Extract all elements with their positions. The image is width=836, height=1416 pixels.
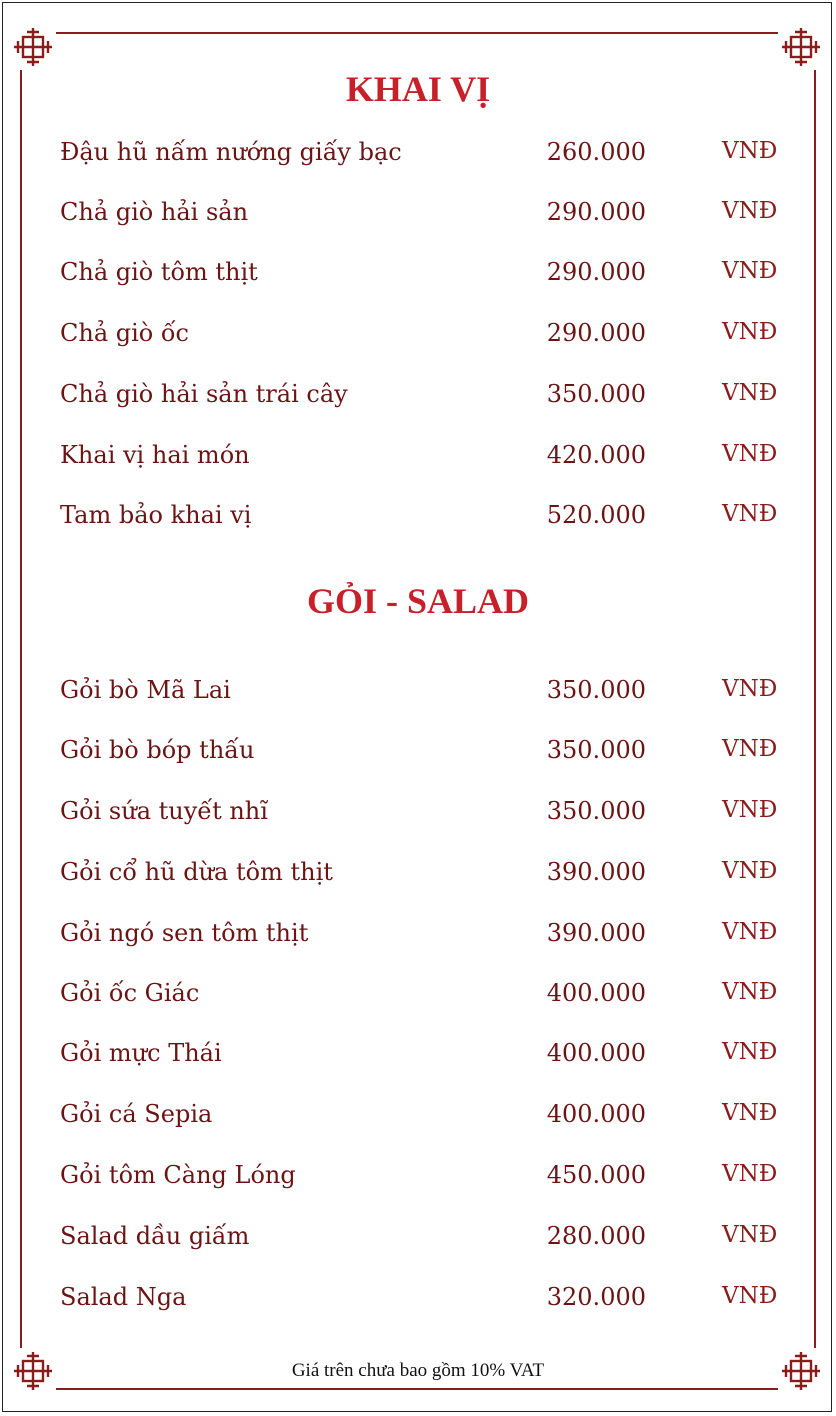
item-price: 290.000 [546, 319, 646, 347]
item-name: Chả giò tôm thịt [60, 258, 258, 286]
item-price: 450.000 [546, 1161, 646, 1189]
menu-item [0, 441, 836, 481]
menu-item [0, 258, 836, 298]
menu-item [0, 676, 836, 716]
menu-item [0, 380, 836, 420]
item-price: 390.000 [546, 919, 646, 947]
item-price: 400.000 [546, 1039, 646, 1067]
item-currency: VNĐ [722, 441, 778, 467]
item-currency: VNĐ [722, 258, 778, 284]
item-name: Tam bảo khai vị [60, 501, 252, 529]
item-name: Gỏi cá Sepia [60, 1100, 213, 1128]
menu-item [0, 1039, 836, 1079]
menu-item [0, 919, 836, 959]
item-price: 400.000 [546, 979, 646, 1007]
item-name: Khai vị hai món [60, 441, 250, 469]
menu-item [0, 858, 836, 898]
item-price: 350.000 [546, 676, 646, 704]
item-currency: VNĐ [722, 198, 778, 224]
item-price: 320.000 [546, 1283, 646, 1311]
item-name: Chả giò hải sản [60, 198, 249, 226]
item-name: Salad Nga [60, 1283, 187, 1311]
menu-item [0, 1100, 836, 1140]
item-price: 400.000 [546, 1100, 646, 1128]
item-name: Gỏi bò bóp thấu [60, 736, 255, 764]
menu-item [0, 736, 836, 776]
item-currency: VNĐ [722, 858, 778, 884]
item-name: Salad dầu giấm [60, 1222, 250, 1250]
menu-item [0, 501, 836, 541]
item-currency: VNĐ [722, 319, 778, 345]
item-price: 350.000 [546, 736, 646, 764]
item-currency: VNĐ [722, 797, 778, 823]
menu-item [0, 138, 836, 178]
menu-item [0, 198, 836, 238]
menu-item [0, 797, 836, 837]
menu-item [0, 319, 836, 359]
corner-ornament-icon [778, 24, 824, 70]
item-currency: VNĐ [722, 736, 778, 762]
item-name: Chả giò ốc [60, 319, 189, 347]
section-title-khai-vi: KHAI VỊ [345, 69, 491, 109]
item-price: 350.000 [546, 380, 646, 408]
menu-item [0, 1222, 836, 1262]
item-currency: VNĐ [722, 380, 778, 406]
item-name: Gỏi bò Mã Lai [60, 676, 231, 704]
item-currency: VNĐ [722, 1039, 778, 1065]
section-title-goi-salad: GỎI - SALAD [306, 581, 530, 621]
item-name: Gỏi ngó sen tôm thịt [60, 919, 309, 947]
item-name: Gỏi cổ hũ dừa tôm thịt [60, 858, 333, 886]
item-currency: VNĐ [722, 1222, 778, 1248]
item-currency: VNĐ [722, 919, 778, 945]
item-name: Gỏi sứa tuyết nhĩ [60, 797, 268, 825]
item-name: Đậu hũ nấm nướng giấy bạc [60, 138, 402, 166]
item-price: 260.000 [546, 138, 646, 166]
item-name: Gỏi ốc Giác [60, 979, 200, 1007]
item-price: 390.000 [546, 858, 646, 886]
item-price: 290.000 [546, 258, 646, 286]
item-price: 350.000 [546, 797, 646, 825]
item-price: 290.000 [546, 198, 646, 226]
menu-item [0, 979, 836, 1019]
item-currency: VNĐ [722, 676, 778, 702]
item-currency: VNĐ [722, 979, 778, 1005]
item-price: 420.000 [546, 441, 646, 469]
item-price: 280.000 [546, 1222, 646, 1250]
item-name: Chả giò hải sản trái cây [60, 380, 348, 408]
item-price: 520.000 [546, 501, 646, 529]
item-currency: VNĐ [722, 1161, 778, 1187]
item-currency: VNĐ [722, 138, 778, 164]
menu-item [0, 1283, 836, 1323]
item-currency: VNĐ [722, 1283, 778, 1309]
menu-item [0, 1161, 836, 1201]
item-name: Gỏi mực Thái [60, 1039, 222, 1067]
item-currency: VNĐ [722, 501, 778, 527]
vat-footer-note: Giá trên chưa bao gồm 10% VAT [291, 1360, 545, 1381]
item-currency: VNĐ [722, 1100, 778, 1126]
item-name: Gỏi tôm Càng Lóng [60, 1161, 296, 1189]
corner-ornament-icon [10, 24, 56, 70]
